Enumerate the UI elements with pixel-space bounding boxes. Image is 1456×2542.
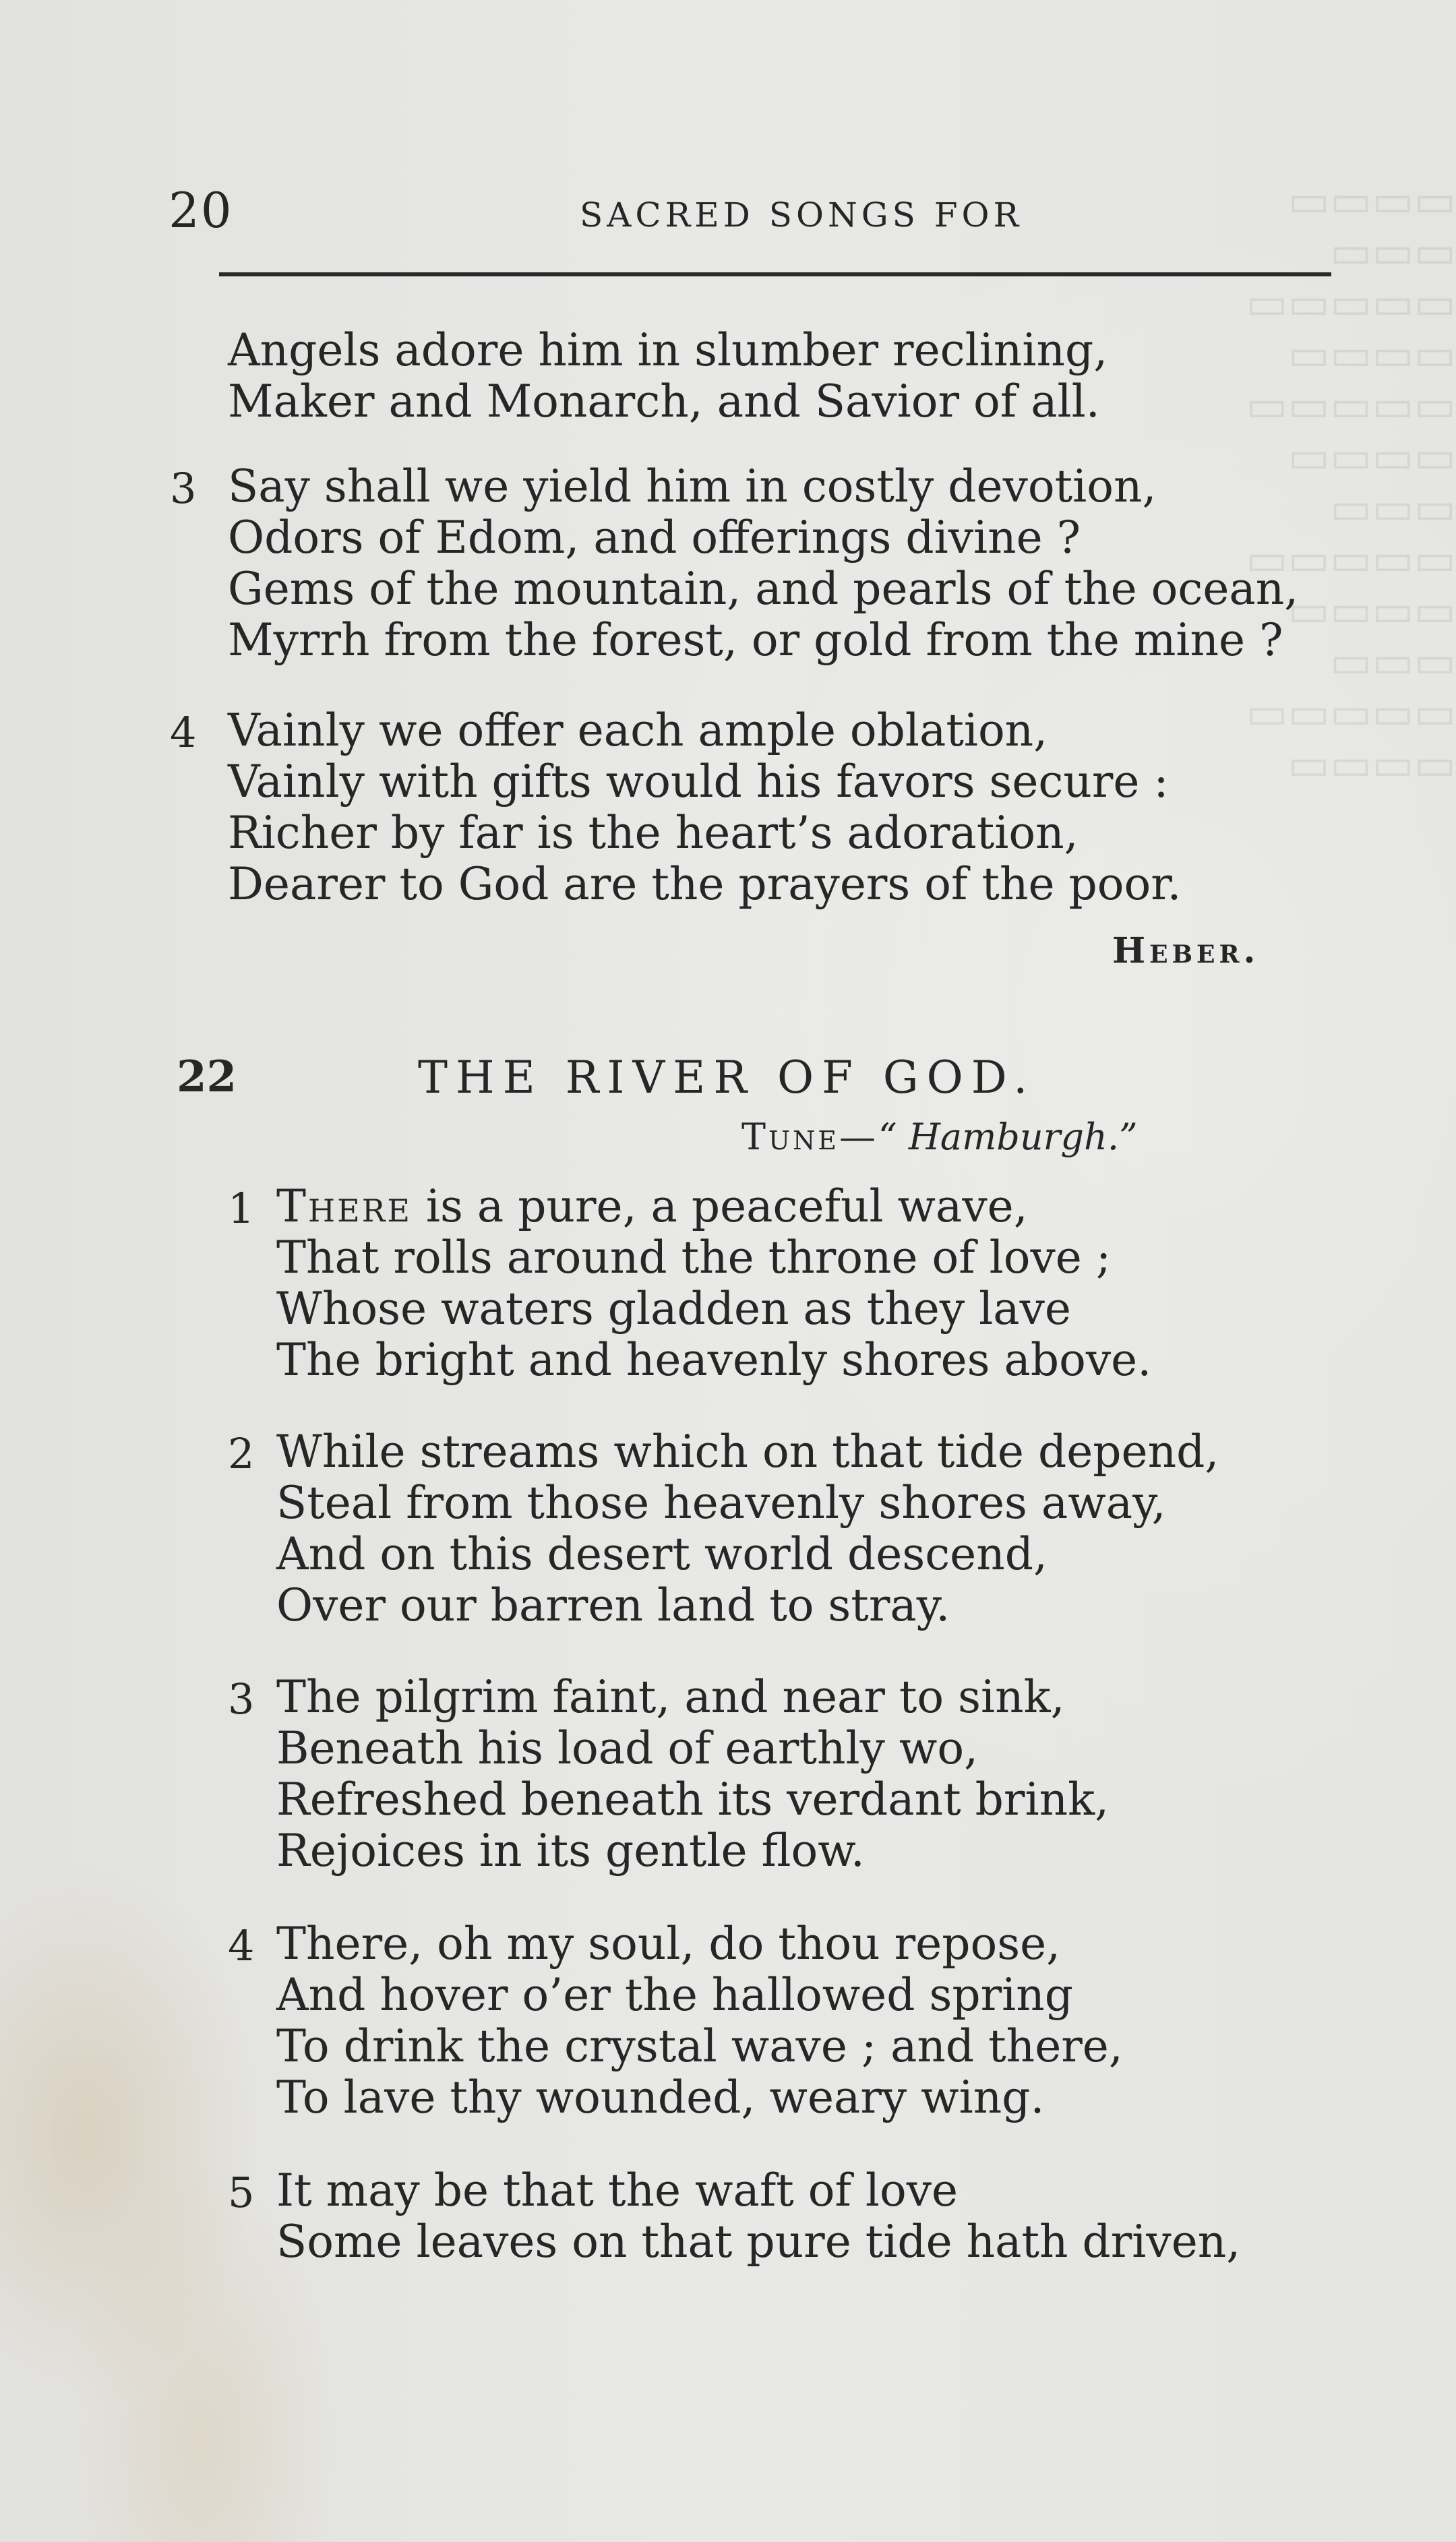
- verse-line: The bright and heavenly shores above.: [276, 1334, 1152, 1386]
- tune-name: “ Hamburgh.”: [878, 1116, 1138, 1158]
- verse-number: 3: [228, 1674, 255, 1724]
- hymn-title: THE RIVER OF GOD.: [418, 1052, 1036, 1103]
- verse-line: Odors of Edom, and offerings divine ?: [228, 512, 1081, 564]
- running-title: SACRED SONGS FOR: [580, 195, 1023, 235]
- tune-label: Tune—: [741, 1116, 879, 1158]
- verse-line: Myrrh from the forest, or gold from the mine ?: [228, 614, 1283, 666]
- verse-line: To lave thy wounded, weary wing.: [276, 2071, 1045, 2123]
- verse-number: 1: [228, 1184, 255, 1233]
- verse-line: Richer by far is the heart’s adoration,: [228, 807, 1079, 859]
- verse-number: 4: [170, 708, 197, 757]
- verse-line: Beneath his load of earthly wo,: [276, 1722, 979, 1774]
- verse-line: Steal from those heavenly shores away,: [276, 1477, 1166, 1529]
- verse-first-rest: is a pure, a peaceful wave,: [411, 1180, 1028, 1232]
- author-attribution: Heber.: [1112, 930, 1260, 971]
- verse-first-word: There: [276, 1180, 412, 1232]
- bleed-through-texture: ▭▭▭▭ ▭▭▭ ▭▭▭▭▭ ▭▭▭▭ ▭▭▭▭▭ ▭▭▭▭ ▭▭▭ ▭▭▭▭▭ ▭▭▭▭ ▭▭▭ ▭▭▭▭▭ ▭▭▭▭: [1246, 175, 1456, 790]
- header-rule: [219, 272, 1331, 276]
- verse-line: Vainly we offer each ample oblation,: [228, 704, 1048, 756]
- verse-line: And on this desert world descend,: [276, 1528, 1048, 1580]
- verse-line: [276, 1181, 1028, 1232]
- verse-number: 2: [228, 1429, 255, 1478]
- verse-line: Say shall we yield him in costly devotion,: [228, 460, 1157, 512]
- verse-line: To drink the crystal wave ; and there,: [276, 2020, 1123, 2072]
- verse-line: Maker and Monarch, and Savior of all.: [228, 375, 1100, 427]
- verse-line: Angels adore him in slumber reclining,: [228, 324, 1108, 376]
- verse-line: Rejoices in its gentle flow.: [276, 1825, 865, 1877]
- verse-line: Refreshed beneath its verdant brink,: [276, 1774, 1110, 1825]
- verse-line: Whose waters gladden as they lave: [276, 1283, 1071, 1335]
- verse-line: Over our barren land to stray.: [276, 1579, 950, 1631]
- tune-indication: [741, 1116, 1138, 1158]
- verse-line: That rolls around the throne of love ;: [276, 1232, 1112, 1283]
- verse-line: And hover o’er the hallowed spring: [276, 1969, 1074, 2021]
- verse-number: 3: [170, 464, 197, 513]
- verse-line: Gems of the mountain, and pearls of the ocean,: [228, 563, 1299, 615]
- verse-number: 4: [228, 1921, 255, 1970]
- page-number: 20: [169, 182, 233, 239]
- verse-line: Vainly with gifts would his favors secure :: [228, 756, 1169, 808]
- verse-line: While streams which on that tide depend,: [276, 1426, 1219, 1478]
- verse-line: The pilgrim faint, and near to sink,: [276, 1671, 1065, 1723]
- verse-line: Some leaves on that pure tide hath driven,: [276, 2216, 1241, 2268]
- verse-line: It may be that the waft of love: [276, 2165, 959, 2216]
- verse-line: Dearer to God are the prayers of the poor.: [228, 858, 1182, 910]
- verse-number: 5: [228, 2168, 255, 2217]
- hymn-number: 22: [177, 1052, 237, 1102]
- verse-line: There, oh my soul, do thou repose,: [276, 1918, 1061, 1970]
